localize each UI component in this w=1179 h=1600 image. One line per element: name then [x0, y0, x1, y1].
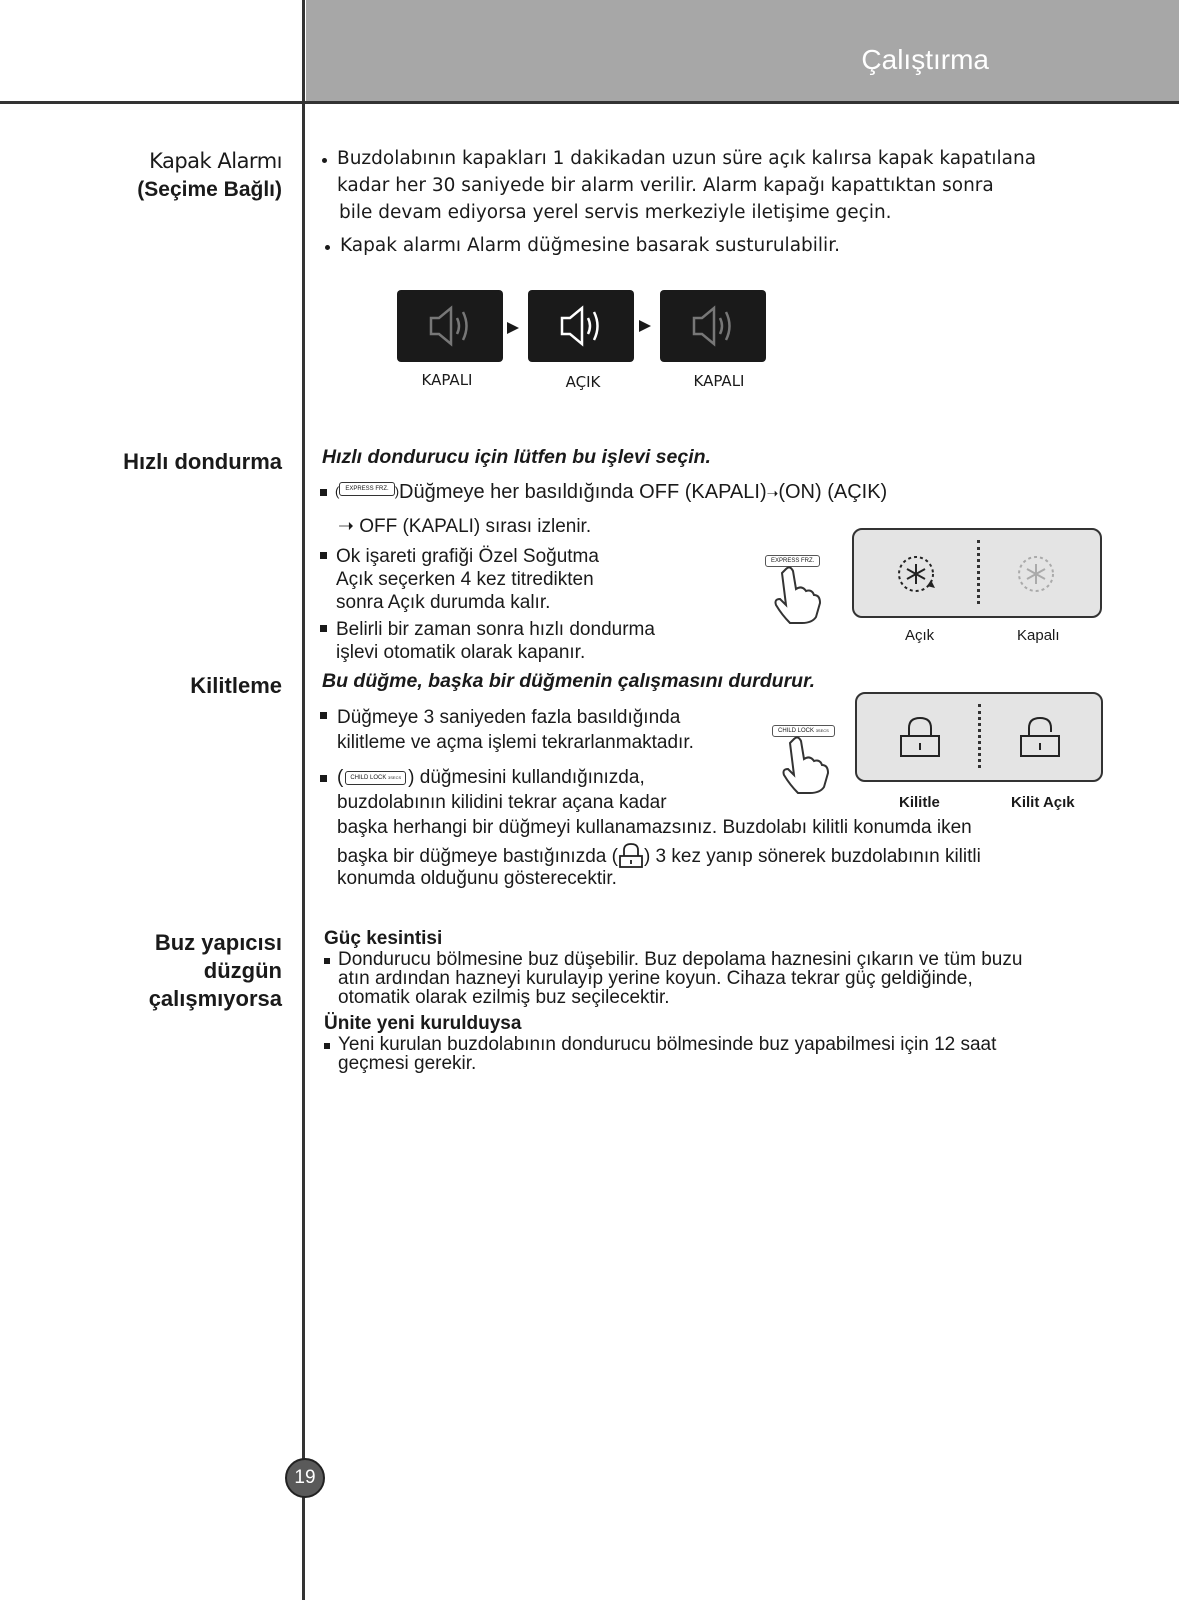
express-freeze-text-2: [336, 545, 599, 614]
text: 3SECS: [388, 774, 402, 780]
text: CHILD LOCK: [778, 728, 815, 734]
door-alarm-text-1: Buzdolabının kapakları 1 dakikadan uzun süre açık kalırsa kapak kapatılana: [337, 148, 1037, 169]
text: Düğmeye 3 saniyeden fazla basıldığında: [337, 707, 681, 728]
express-freeze-line-2: ➝ OFF (KAPALI) sırası izlenir.: [338, 516, 592, 537]
divider: [977, 540, 980, 604]
bullet-square: [324, 1043, 330, 1049]
text: ) 3 kez yanıp sönerek buzdolabının kilitli: [643, 846, 981, 867]
speaker-icon: [397, 290, 503, 362]
panel-label: KAPALI: [421, 371, 473, 389]
text: kilitleme ve açma işlemi tekrarlanmaktadır.: [337, 732, 694, 753]
arrow-right-icon: [639, 320, 651, 332]
lock-open-icon: [1017, 714, 1063, 760]
arrow-right-icon: [507, 322, 519, 334]
text: atın ardından hazneyi kurulayıp yerine koyun. Cihaza tekrar güç geldiğinde,: [338, 968, 973, 989]
text: geçmesi gerekir.: [338, 1053, 477, 1074]
express-freeze-text-3: [336, 618, 655, 664]
lock-text-2e: konumda olduğunu gösterecektir.: [337, 868, 617, 889]
ice-maker-heading: [0, 929, 282, 1013]
ice-maker-title-2: düzgün: [203, 958, 282, 983]
text: Açık seçerken 4 kez titredikten: [336, 569, 594, 590]
door-alarm-subtitle: (Seçime Bağlı): [137, 178, 282, 201]
snowflake-on-icon: [894, 552, 940, 598]
arrow-right-icon: ➝: [766, 485, 779, 501]
text: işlevi otomatik olarak kapanır.: [336, 642, 586, 663]
page-number: 19: [285, 1458, 325, 1498]
lock-text-2c: başka herhangi bir düğmeyi kullanamazsınız. Buzdolabı kilitli konumda iken: [337, 817, 972, 838]
text: başka bir düğmeye bastığınızda (: [337, 846, 618, 867]
page-title: Çalıştırma: [861, 44, 989, 75]
finger-press-icon: [766, 565, 826, 625]
text: CHILD LOCK: [350, 774, 387, 781]
lock-text-2d: [337, 842, 981, 868]
snowflake-off-icon: [1014, 552, 1060, 598]
lock-text-2a: [337, 767, 645, 789]
ice-maker-title-1: Buz yapıcısı: [154, 930, 282, 955]
bullet-square: [320, 775, 327, 782]
alarm-panel-on: [528, 290, 634, 362]
lock-title: Kilitleme: [190, 673, 282, 698]
lock-text-2b: buzdolabının kilidini tekrar açana kadar: [337, 792, 667, 813]
divider: [978, 704, 981, 768]
paren: ): [394, 484, 400, 499]
text: ) düğmesini kullandığınızda,: [408, 767, 645, 788]
ice-maker-text-1: [338, 950, 1022, 1007]
caption-locked: Kilitle: [899, 794, 940, 811]
alarm-panel-off: [660, 290, 766, 362]
lock-display: [855, 692, 1103, 782]
ice-maker-heading-1: Güç kesintisi: [324, 928, 443, 949]
text: Düğmeye her basıldığında OFF (KAPALI): [399, 481, 767, 503]
express-freeze-intro: Hızlı dondurucu için lütfen bu işlevi seçin.: [322, 446, 711, 468]
door-alarm-title: Kapak Alarmı: [149, 149, 282, 173]
door-alarm-text-2: kadar her 30 saniyede bir alarm verilir. Alarm kapağı kapattıktan sonra: [337, 175, 994, 196]
speaker-icon: [528, 290, 634, 362]
paren: (: [337, 767, 344, 788]
caption-unlocked: Kilit Açık: [1011, 794, 1075, 811]
paren: (: [335, 484, 340, 499]
caption-off: Kapalı: [1017, 627, 1060, 644]
ice-maker-title-3: çalışmıyorsa: [148, 986, 282, 1011]
express-frz-tag: EXPRESS FRZ.: [339, 482, 394, 496]
express-frz-button-tag: EXPRESS FRZ.: [765, 555, 820, 567]
text: Yeni kurulan buzdolabının dondurucu bölmesinde buz yapabilmesi için 12 saat: [338, 1034, 997, 1055]
door-alarm-text-3: bile devam ediyorsa yerel servis merkeziyle iletişime geçin.: [339, 202, 892, 223]
door-alarm-heading: [0, 146, 282, 204]
lock-heading: [0, 672, 282, 700]
header-band: [306, 0, 1179, 103]
text: Ok işareti grafiği Özel Soğutma: [336, 546, 599, 567]
text: Dondurucu bölmesine buz düşebilir. Buz depolama haznesini çıkarın ve tüm buzu: [338, 949, 1023, 970]
bullet-square: [320, 489, 327, 496]
caption-on: Açık: [905, 627, 935, 644]
express-freeze-heading: [0, 448, 282, 476]
text: otomatik olarak ezilmiş buz seçilecektir.: [338, 987, 670, 1008]
finger-press-icon: [774, 735, 834, 795]
ice-maker-text-2: [338, 1035, 996, 1073]
ice-maker-heading-2: Ünite yeni kurulduysa: [324, 1013, 522, 1034]
text: 3SECS: [815, 728, 829, 733]
child-lock-tag: [345, 771, 406, 785]
lock-text-1: [337, 705, 694, 755]
text: (ON) (AÇIK): [778, 481, 888, 503]
bullet-square: [324, 958, 330, 964]
panel-label: KAPALI: [693, 372, 745, 390]
speaker-icon: [660, 290, 766, 362]
lock-icon: [618, 842, 644, 868]
lock-intro: Bu düğme, başka bir düğmenin çalışmasını durdurur.: [322, 670, 816, 692]
bullet-square: [320, 625, 327, 632]
text: Belirli bir zaman sonra hızlı dondurma: [336, 619, 655, 640]
express-freeze-display: [852, 528, 1102, 618]
bullet-square: [320, 712, 327, 719]
bullet-square: [320, 552, 327, 559]
bullet-dot: [322, 158, 327, 163]
alarm-panel-off: [397, 290, 503, 362]
express-freeze-line-1: [335, 480, 887, 505]
bullet-dot: [325, 245, 330, 250]
door-alarm-text-4: Kapak alarmı Alarm düğmesine basarak susturulabilir.: [340, 235, 840, 256]
header-rule: [0, 101, 1179, 104]
vertical-rule: [302, 0, 305, 1600]
express-freeze-title: Hızlı dondurma: [123, 449, 282, 474]
lock-closed-icon: [897, 714, 943, 760]
panel-label: AÇIK: [565, 373, 601, 391]
text: sonra Açık durumda kalır.: [336, 592, 551, 613]
